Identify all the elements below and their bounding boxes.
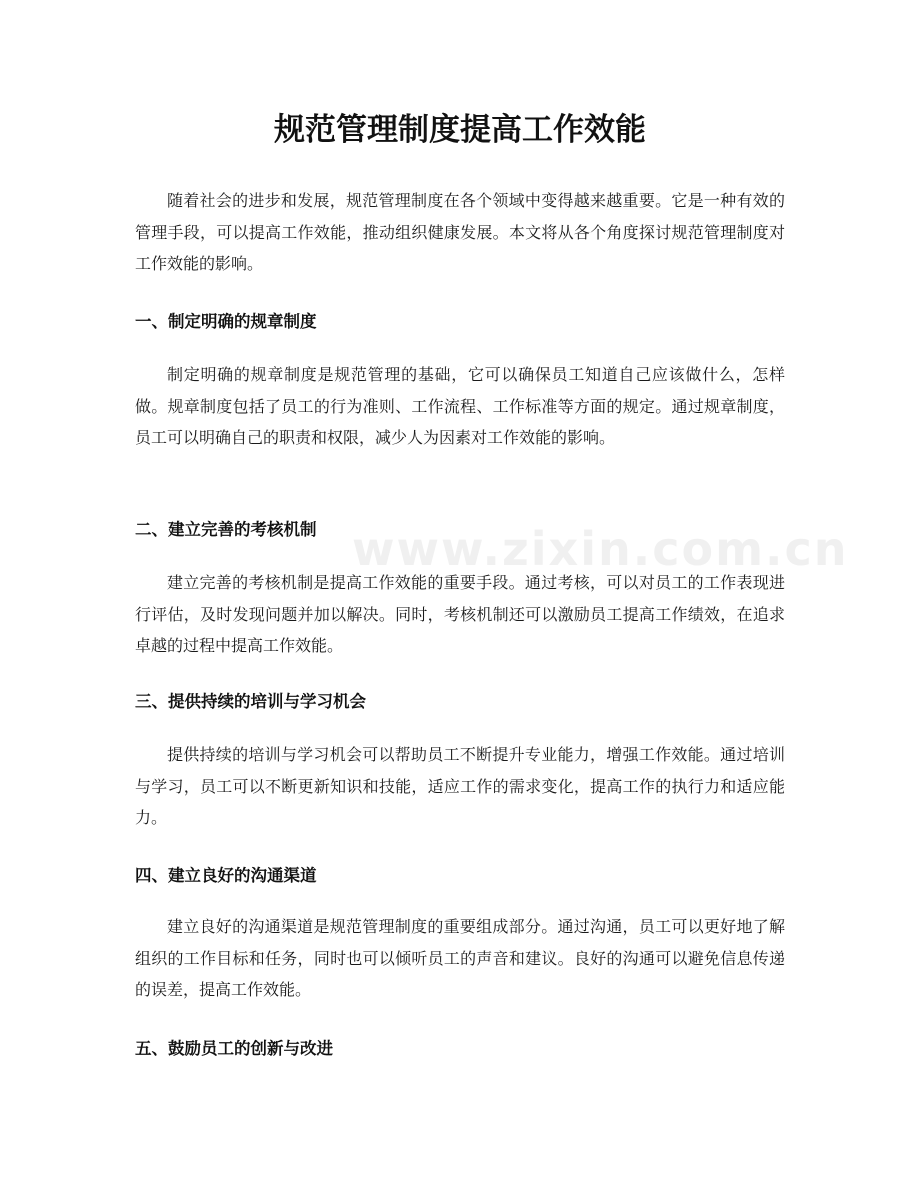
section-1-paragraph: 制定明确的规章制度是规范管理的基础，它可以确保员工知道自己应该做什么，怎样做。规章制度包括了员工的行为准则、工作流程、工作标准等方面的规定。通过规章制度，员工可以明确自己的职责和权限，减少人为因素对工作效能的影响。: [135, 365, 785, 447]
section-3-paragraph: 提供持续的培训与学习机会可以帮助员工不断提升专业能力，增强工作效能。通过培训与学习，员工可以不断更新知识和技能，适应工作的需求变化，提高工作的执行力和适应能力。: [135, 745, 785, 827]
section-4-paragraph: 建立良好的沟通渠道是规范管理制度的重要组成部分。通过沟通，员工可以更好地了解组织的工作目标和任务，同时也可以倾听员工的声音和建议。良好的沟通可以避免信息传递的误差，提高工作效能。: [135, 917, 785, 999]
section-3-heading: 三、提供持续的培训与学习机会: [135, 692, 366, 711]
document-title: 规范管理制度提高工作效能: [274, 112, 646, 148]
section-1-heading: 一、制定明确的规章制度: [135, 312, 317, 331]
watermark: www.zixin.com.cn: [352, 522, 849, 576]
section-2-paragraph: 建立完善的考核机制是提高工作效能的重要手段。通过考核，可以对员工的工作表现进行评估，及时发现问题并加以解决。同时，考核机制还可以激励员工提高工作绩效，在追求卓越的过程中提高工作效能。: [135, 573, 785, 655]
section-2-heading: 二、建立完善的考核机制: [135, 520, 317, 539]
intro-paragraph: 随着社会的进步和发展，规范管理制度在各个领域中变得越来越重要。它是一种有效的管理手段，可以提高工作效能，推动组织健康发展。本文将从各个角度探讨规范管理制度对工作效能的影响。: [135, 191, 785, 273]
section-4-heading: 四、建立良好的沟通渠道: [135, 866, 317, 885]
section-5-heading: 五、鼓励员工的创新与改进: [135, 1039, 333, 1058]
